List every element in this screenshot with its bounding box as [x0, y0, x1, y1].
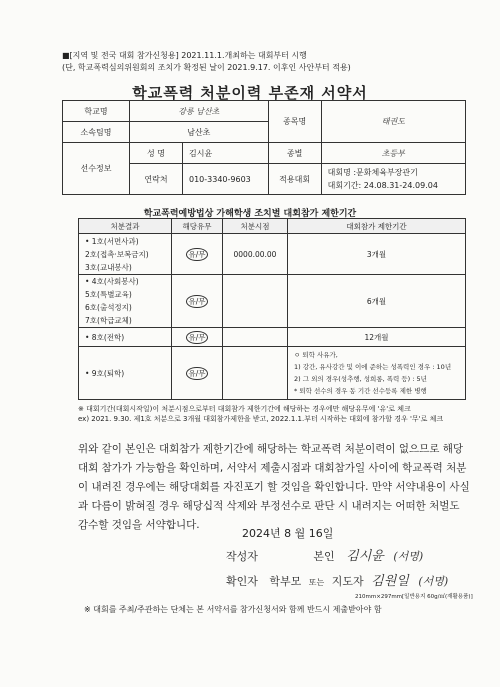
table-row — [79, 234, 466, 275]
note-line-1: ※ 대회기간(대회시작일)이 처분시점으로부터 대회참가 제한기간에 해당하는 경우에만 해당유무에 '유'로 체크 — [78, 405, 411, 413]
result-item: • 1호(서면사과) — [85, 236, 139, 246]
grade-value: 초등부 — [321, 143, 465, 164]
coach-label: 지도자 — [331, 575, 364, 588]
has-value: 유/무 — [188, 332, 206, 342]
result-cell — [79, 275, 172, 328]
date-cell — [223, 275, 288, 328]
header-line-2: (단, 학교폭력심의위원회의 조치가 확정된 날이 2021.9.17. 이후인 사안부터 적용) — [62, 63, 351, 72]
limit-cell: 3개월 — [288, 234, 466, 275]
confirm-label: 확인자 — [226, 575, 258, 588]
has-cell — [172, 275, 223, 328]
comp-name: 대회명 :문화체육부장관기 — [327, 168, 418, 177]
result-cell — [79, 347, 172, 400]
coach-seal: (서명) — [418, 575, 449, 588]
result-cell — [79, 328, 172, 347]
team-value: 남산초 — [130, 122, 269, 143]
limit-line: ㅇ 퇴학 사유가, — [294, 351, 338, 359]
grade-label: 종별 — [268, 143, 321, 164]
event-label: 종목명 — [268, 101, 321, 143]
has-value: 유/무 — [188, 368, 206, 378]
table-row — [79, 347, 466, 400]
header-line-1: ■[지역 및 전국 대회 참가신청용] 2021.11.1.개최하는 대회부터 시행 — [62, 51, 307, 60]
pledge-date: 2024년 8 월 16일 — [242, 527, 334, 540]
name-value: 김시윤 — [183, 143, 269, 164]
guardian-label: 학부모 — [269, 575, 302, 588]
paper-spec: 210mm×297mm[일반용지 60g/㎡(재활용품)] — [355, 594, 473, 600]
result-item: 2호(접촉·보복금지) — [85, 249, 149, 259]
limit-cell: 12개월 — [288, 328, 466, 347]
has-cell — [172, 347, 223, 400]
limit-line: 1) 강간, 유사강간 및 이에 준하는 성폭력인 경우 : 10년 — [294, 363, 452, 371]
result-item: 7호(학급교체) — [85, 316, 132, 325]
school-value: 강릉 남산초 — [130, 101, 269, 122]
limit-cell — [288, 347, 466, 400]
restriction-subtitle: 학교폭력예방법상 가해학생 조치별 대회참가 제한기간 — [143, 209, 357, 219]
team-label: 소속팀명 — [63, 122, 130, 143]
self-signature: 김시윤 — [346, 549, 384, 564]
result-item: • 4호(사회봉사) — [85, 277, 139, 286]
result-cell — [79, 234, 172, 275]
note-line-2: ex) 2021. 9.30. 제1호 처분으로 3개월 대회참가제한을 받고, 2022.1.1.부터 시작하는 대회에 참가할 경우 '무'로 체크 — [78, 415, 444, 423]
limit-cell: 6개월 — [288, 275, 466, 328]
restriction-table — [78, 218, 466, 400]
confirm-row — [226, 570, 486, 589]
limit-line: 2) 그 외의 경우(성추행, 성희롱, 폭력 등) : 5년 — [294, 375, 427, 383]
self-label: 본인 — [313, 550, 335, 563]
has-value: 유/무 — [188, 249, 206, 259]
or-label: 또는 — [308, 578, 325, 587]
table-row — [79, 328, 466, 347]
date-cell: 0000.00.00 — [223, 234, 288, 275]
coach-signature: 김원일 — [371, 574, 409, 589]
result-item: 5호(특별교육) — [85, 290, 132, 299]
result-item: 6호(출석정지) — [85, 303, 132, 312]
self-seal: (서명) — [393, 550, 424, 563]
has-cell — [172, 234, 223, 275]
limit-line: * 퇴학 선수의 경우 동 기간 선수등록 제한 병행 — [294, 387, 427, 395]
contact-value: 010-3340-9603 — [183, 164, 269, 195]
pledge-paragraph: 위와 같이 본인은 대회참가 제한기간에 해당하는 학교폭력 처분이력이 없으므로 해당 대회 참가가 가능함을 확인하며, 서약서 제출시점과 대회참가일 사이에 학교폭력 처분이 내려진 경우에는 해당대회를 자진포기 할 것임을 확인합니다. 만약 서약내용이 사실과 다름이 밝혀질 경우 해당십적 삭제와 부정선수로 판단 시 내려지는 어떠한 처벌도 감수할 것임을 서약합니다. — [78, 443, 470, 531]
result-item: 3호(교내봉사) — [85, 262, 132, 272]
col-header-limit: 대회참가 제한기간 — [288, 219, 466, 234]
event-value: 태권도 — [321, 101, 465, 143]
table-notes — [78, 404, 470, 424]
date-cell — [223, 328, 288, 347]
comp-period: 대회기간: 24.08.31-24.09.04 — [327, 181, 438, 190]
table-row — [79, 275, 466, 328]
has-value: 유/무 — [188, 296, 206, 306]
writer-row — [226, 545, 486, 564]
col-header-result: 처분결과 — [79, 219, 172, 234]
comp-value — [321, 164, 465, 195]
document-title: 학교폭력 처분이력 부존재 서약서 — [132, 84, 368, 102]
footer-notice: ※ 대회를 주최/주관하는 단체는 본 서약서를 참가신청서와 함께 반드시 제출받아야 함 — [84, 605, 382, 614]
has-cell — [172, 328, 223, 347]
name-label: 성 명 — [130, 143, 183, 164]
contact-label: 연락처 — [130, 164, 183, 195]
comp-label: 적용대회 — [268, 164, 321, 195]
school-label: 학교명 — [63, 101, 130, 122]
date-cell — [223, 347, 288, 400]
result-item: • 8호(전학) — [85, 332, 125, 342]
col-header-date: 처분시점 — [223, 219, 288, 234]
writer-label: 작성자 — [226, 550, 258, 563]
player-label: 선수정보 — [63, 143, 130, 195]
info-table — [62, 100, 466, 195]
col-header-has: 해당유무 — [172, 219, 223, 234]
result-item: • 9호(퇴학) — [85, 368, 125, 378]
header-notice — [62, 50, 351, 74]
